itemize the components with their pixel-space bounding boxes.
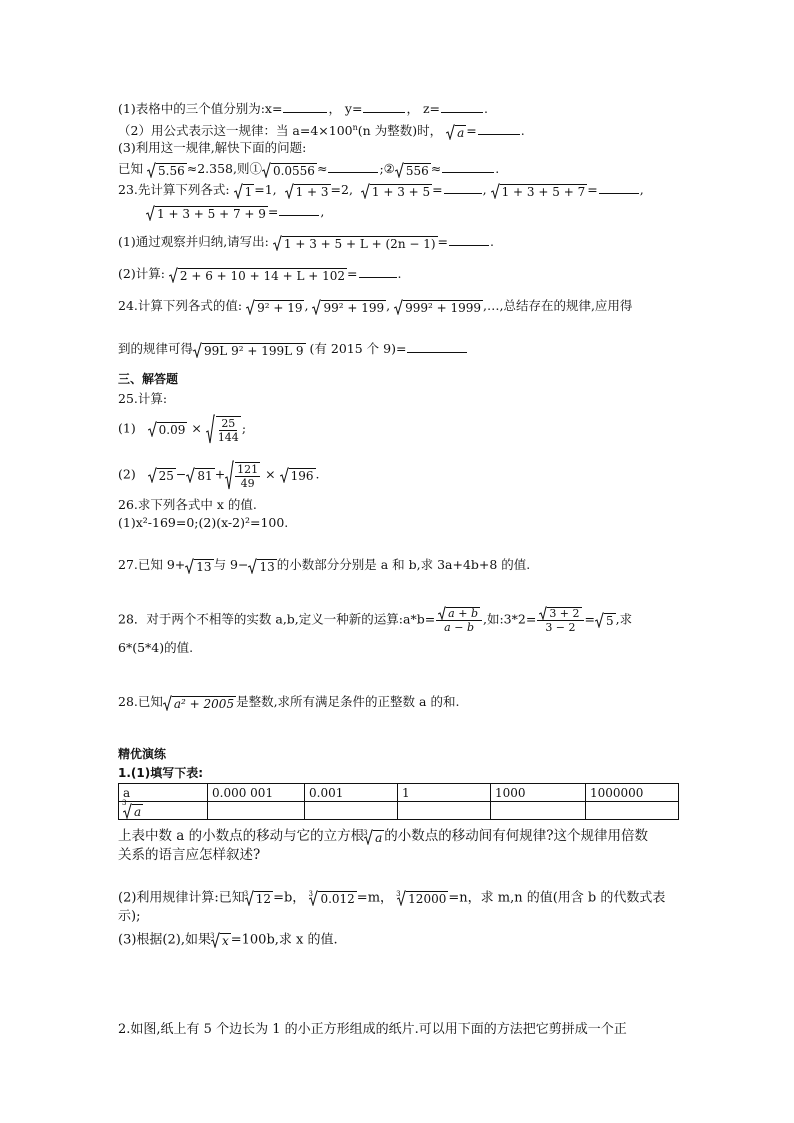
cube-root-a: 3 a (122, 798, 142, 819)
q23-line2: 1 + 3 + 5 + 7 + 9 = , (146, 203, 324, 221)
table-row (119, 802, 679, 820)
sqrt-556: 556 (395, 162, 431, 178)
answer-blank-z[interactable] (441, 100, 483, 113)
sqrt-1-3: 1 + 3 (285, 183, 331, 199)
q25-intro: 25.计算: (118, 391, 168, 406)
practice-q3: (3)根据(2),如果 3 x =100b,求 x 的值. (118, 932, 338, 948)
table-input-cell[interactable] (398, 802, 491, 820)
section-title-3: 三、解答题 (118, 372, 179, 386)
answer-blank-23b[interactable] (599, 181, 639, 194)
sqrt-a2-2005: a² + 2005 (163, 695, 236, 711)
sqrt-0-09: 0.09 (148, 421, 188, 437)
q28: 28．对于两个不相等的实数 a,b,定义一种新的运算:a*b= $\frac{a + b}{a - b}$ ,如:3*2= $\frac{3 + 2}{3 - 2}$ = 5 ,求 (118, 607, 633, 634)
table-cell: a (119, 784, 208, 802)
sqrt-general-9s: 99L 9² + 199L 9 (193, 342, 306, 358)
q22-part3-known: 已知 5.56 ≈2.358,则① 0.0556 ≈ ;② 556 ≈ . (118, 161, 500, 178)
sqrt-1-3-5: 1 + 3 + 5 (361, 183, 432, 199)
practice-section-title: 精优演练 (118, 747, 167, 761)
practice-q1-title: 1.(1)填写下表: (118, 766, 204, 780)
sqrt-5: 5 (595, 612, 616, 628)
q22-part1: (1)表格中的三个值分别为:x= ， y= ， z= . (118, 101, 488, 116)
sqrt-25: 25 (148, 467, 176, 483)
table-cell (119, 798, 208, 820)
q26-equations: (1)x²-169=0;(2)(x-2)²=100. (118, 515, 289, 530)
table-cell: 1 (398, 784, 491, 802)
sqrt-5-56: 5.56 (147, 162, 187, 178)
table-cell: 0.000 001 (208, 784, 305, 802)
q22-part3: (3)利用这一规律,解快下面的问题: (118, 140, 307, 155)
q27: 27.已知 9+ 13 与 9− 13 的小数部分分别是 a 和 b,求 3a+4b+8 的值. (118, 557, 531, 574)
answer-blank-x[interactable] (283, 100, 327, 113)
q24-line2: 到的规律可得 99L 9² + 199L 9 (有 2015 个 9)= (118, 340, 468, 358)
practice-q2: (2)利用规律计算:已知 3 12 =b， 3 0.012 =m， 3 12000 =n，求 m,n 的值(用含 b 的代数式表 (118, 890, 666, 906)
sqrt-196: 196 (280, 467, 316, 483)
frac-example: $\frac{3 + 2}{3 - 2}$ (537, 606, 583, 634)
sqrt-1-3-5-7-9: 1 + 3 + 5 + 7 + 9 (146, 205, 268, 221)
table-cell: 1000 (491, 784, 586, 802)
q26-intro: 26.求下列各式中 x 的值. (118, 497, 257, 512)
table-cell: 1000000 (586, 784, 679, 802)
answer-blank-24[interactable] (407, 340, 467, 353)
sqrt-1-3-5-7: 1 + 3 + 5 + 7 (491, 183, 588, 199)
practice-desc2: 关系的语言应怎样叙述? (118, 847, 261, 863)
cube-root-a-inline: 3 a (363, 828, 383, 845)
q28b: 28.已知 a² + 2005 是整数,求所有满足条件的正整数 a 的和. (118, 694, 460, 711)
answer-blank-y[interactable] (363, 100, 405, 113)
answer-blank-23a[interactable] (444, 181, 482, 194)
answer-blank-23c[interactable] (279, 203, 319, 216)
frac-a-b: $\frac{a + b}{a - b}$ (436, 606, 482, 634)
q24-intro: 24.计算下列各式的值: 9² + 19 , 99² + 199 , 999² + 1999 ,…,总结存在的规律,应用得 (118, 298, 633, 315)
sqrt-a: a (446, 124, 466, 140)
cube-root-0-012: 3 0.012 (308, 890, 355, 906)
table-cell: 0.001 (305, 784, 398, 802)
sqrt-999sq-1999: 999² + 1999 (394, 299, 483, 315)
sqrt-sum-even: 2 + 6 + 10 + 14 + L + 102 (169, 267, 347, 283)
answer-blank-2[interactable] (442, 160, 494, 173)
sqrt-13-b: 13 (248, 558, 276, 574)
answer-blank-sqrt-a[interactable] (478, 122, 520, 135)
sqrt-frac-121-49: $\frac{121}{49}$ (225, 460, 261, 490)
sqrt-99sq-199: 99² + 199 (312, 299, 386, 315)
cube-root-x: 3 x (209, 932, 229, 948)
q25-part2: (2) 25 − 81 + $\frac{121}{49}$ × 196 . (118, 460, 320, 490)
q23-intro: 23.先计算下列各式: 1 =1, 1 + 3 =2, 1 + 3 + 5 = , 1 + 3 + 5 + 7 = , (118, 182, 644, 199)
table-row (119, 784, 679, 802)
cube-root-12: 3 12 (243, 890, 272, 906)
sqrt-9sq-19: 9² + 19 (246, 299, 304, 315)
cube-root-table (118, 783, 679, 820)
cube-root-12000: 3 12000 (396, 890, 447, 906)
q23-part2: (2)计算: 2 + 6 + 10 + 14 + L + 102 = . (118, 266, 402, 283)
sqrt-13-a: 13 (185, 558, 213, 574)
q25-part1: (1) 0.09 × $\frac{25}{144}$ ; (118, 414, 246, 444)
sqrt-0-0556: 0.0556 (262, 162, 317, 178)
table-input-cell[interactable] (491, 802, 586, 820)
sqrt-81: 81 (186, 467, 214, 483)
q23-part1: (1)通过观察并归纳,请写出: 1 + 3 + 5 + L + (2n − 1) = . (118, 234, 495, 251)
practice-q2-line2: 示); (118, 909, 141, 924)
q28-line2: 6*(5*4)的值. (118, 640, 194, 655)
answer-blank-1[interactable] (328, 160, 378, 173)
sqrt-frac-25-144: $\frac{25}{144}$ (206, 414, 242, 444)
answer-blank-23d[interactable] (449, 233, 489, 246)
table-input-cell[interactable] (586, 802, 679, 820)
answer-blank-23e[interactable] (359, 265, 397, 278)
sqrt-1: 1 (234, 183, 255, 199)
table-input-cell[interactable] (305, 802, 398, 820)
table-input-cell[interactable] (208, 802, 305, 820)
practice-problem-2: 2.如图,纸上有 5 个边长为 1 的小正方形组成的纸片.可以用下面的方法把它剪拼成一个正 (118, 1022, 627, 1037)
q22-part2: （2）用公式表示这一规律：当 $a=4\times 100^n(n$ 为整数)时， a = . (118, 123, 525, 140)
practice-desc1: 上表中数 a 的小数点的移动与它的立方根 3 a 的小数点的移动间有何规律?这个规律用倍数 (118, 828, 649, 845)
sqrt-general: 1 + 3 + 5 + L + (2n − 1) (273, 235, 438, 251)
